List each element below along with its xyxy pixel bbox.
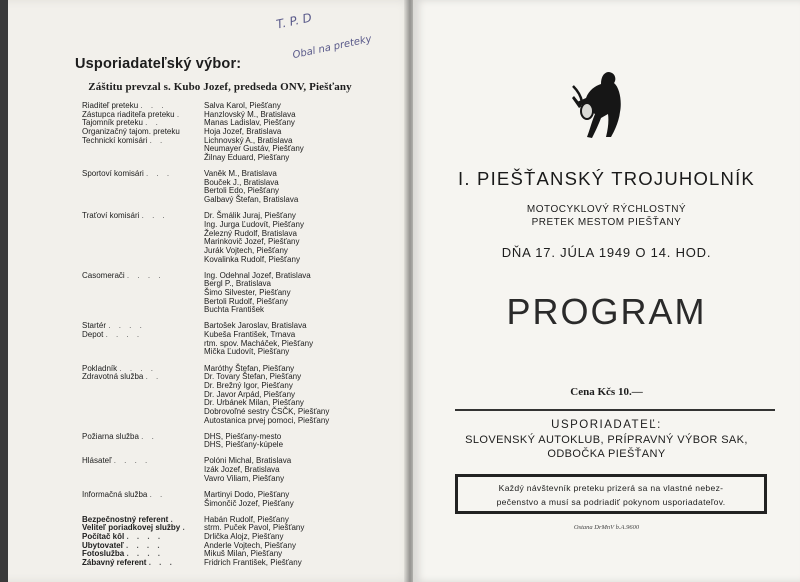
committee-title: Usporiadateľský výbor: [75,56,242,72]
handwritten-note-2: Obal na preteky [291,33,373,62]
safety-notice-box [455,474,767,514]
role-name: Galbavý Štefan, Bratislava [204,195,299,205]
program-heading: PROGRAM [506,291,707,332]
role-label: Športoví komisári [82,170,144,179]
role-name: Izák Jozef, Bratislava [204,465,280,475]
role-name: Salva Karol, Piešťany [204,101,281,110]
role-name: Habán Rudolf, Piešťany [204,514,289,524]
organizer-line1: SLOVENSKÝ AUTOKLUB, PRÍPRAVNÝ VÝBOR SAK, [465,434,748,446]
notice-line1: Každý návštevník preteku prizerá sa na vlastné nebez- [498,483,724,493]
role-label: Organizačný tajom. preteku [82,127,180,136]
organizer-label: USPORIADATEĽ: [551,419,662,431]
right-page [413,0,800,582]
divider [455,409,775,411]
notice-line2: pečenstvo a musí sa podriadiť pokynom usporiadateľov. [496,497,726,507]
role-label: Tajomník preteku [82,119,143,128]
role-name: Neumayer Gustáv, Piešťany [204,144,304,154]
role-name: DHS, Piešťany-kúpele [204,440,284,450]
leader-dots: . . . . [108,322,145,331]
organizer-line2: ODBOČKA PIEŠŤANY [547,448,666,460]
role-name: Dr. Tovary Štefan, Piešťany [204,372,302,382]
leader-dots: . . . . [126,533,164,542]
role-label: Riaditeľ preteku [82,102,139,110]
role-label: Ubytovateľ [82,541,124,550]
leader-dots: . [170,515,176,524]
role-name: Ing. Odehnal Jozef, Bratislava [204,270,311,280]
role-label: Technickí komisári [82,136,148,145]
role-name: Manas Ladislav, Piešťany [204,118,295,128]
role-name: Kubeša František, Trnava [204,330,296,340]
role-name: Bartošek Jaroslav, Bratislava [204,321,307,331]
leader-dots: . . [149,490,166,499]
role-label: Hlásateľ [82,457,112,466]
role-name: Bouček J., Bratislava [204,177,279,187]
leader-dots: . . . . [126,271,164,280]
role-name: Ing. Jurga Ľudovít, Piešťany [204,219,304,229]
role-name: Šimončič Jozef, Piešťany [204,498,294,508]
price-label: Cena Kčs 10.— [570,386,643,398]
leader-dots: . . [149,136,166,145]
role-name: Marinkovič Jozef, Piešťany [204,237,300,247]
role-row-continued [82,348,402,357]
leader-dots: . . [145,373,162,382]
role-row-continued [82,154,402,163]
motorcyclist-logo-icon [568,68,628,143]
role-name: Hanzlovský M., Bratislava [204,109,296,119]
role-name: Dr. Javor Arpád, Piešťany [204,389,296,399]
page-edge-shadow [0,0,8,582]
role-name: Autostanica prvej pomoci, Piešťany [204,415,330,425]
role-name: Vaněk M., Bratislava [204,169,277,179]
role-name: Žilnay Eduard, Piešťany [204,152,290,162]
organizer-name [413,433,800,461]
role-row-continued [82,196,402,205]
leader-dots: . . . . [105,331,143,340]
role-name: Vavro Viliam, Piešťany [204,473,285,483]
role-name: DHS, Piešťany-mesto [204,431,282,441]
role-name: Mička Ľudovít, Piešťany [204,347,290,357]
leader-dots: . . . [140,102,167,110]
role-row-continued [82,475,402,484]
role-label: Veliteľ poriadkovej služby [82,524,181,533]
role-name: Dr. Šmálik Juraj, Piešťany [204,211,296,221]
role-label: Pokladník [82,364,118,373]
leader-dots: . . . . [113,457,151,466]
role-name: Bertoli Edo, Piešťany [204,186,280,196]
role-name: Maróthy Štefan, Piešťany [204,363,295,373]
handwritten-note: T. P. D [274,10,314,32]
leader-dots: . . [141,432,157,441]
role-name: Šimo Silvester, Piešťany [204,287,291,297]
role-name: Buchta František [204,305,265,315]
printer-imprint: Ostana DrMnV b.A.9600 [573,524,640,531]
leader-dots: . . . [141,212,168,221]
role-name: Fridrich František, Piešťany [204,558,302,568]
role-name: Lichnovský A., Bratislava [204,135,293,145]
role-name: Železný Rudolf, Bratislava [204,228,297,238]
role-name: strm. Puček Pavol, Piešťany [204,523,305,533]
role-row-continued [82,441,402,450]
leader-dots: . . . . [119,364,156,373]
role-row-continued [82,417,402,426]
role-row-continued [82,256,402,265]
role-label: Zdravotná služba [82,373,144,382]
role-name: Bertoli Rudolf, Piešťany [204,296,288,306]
role-label: Časomerači [82,271,125,280]
role-name: Hoja Jozef, Bratislava [204,126,282,136]
role-name: Dr. Brežný Igor, Piešťany [204,380,293,390]
leader-dots: . [182,524,188,533]
leader-dots: . . . . [126,541,163,550]
role-label: Zástupca riaditeľa preteku [82,110,175,119]
role-label: Požiarna služba [82,432,139,441]
role-row-continued [82,306,402,315]
role-label: Štartér [82,322,107,331]
role-name: rtm. spov. Macháček, Piešťany [204,338,314,348]
role-label: Počítač kôl [82,533,125,542]
role-label: Bezpečnostný referent [82,515,169,524]
role-name: Mikuš Milan, Piešťany [204,549,283,559]
role-name: Martinyi Dodo, Piešťany [204,489,290,499]
leader-dots: . [176,110,183,119]
role-label: Depot [82,331,104,340]
event-subtitle-line1: MOTOCYKLOVÝ RÝCHLOSTNÝ [526,204,687,215]
role-name: Jurák Vojtech, Piešťany [204,245,288,255]
role-name: Bergl P., Bratislava [204,279,271,289]
event-date: DŇA 17. JÚLA 1949 O 14. HOD. [501,245,712,260]
role-label: Informačná služba [82,490,148,499]
role-name: Anderle Vojtech, Piešťany [204,540,296,550]
leader-dots: . . . [148,559,175,568]
role-label: Traťoví komisári [82,212,140,221]
event-title: I. PIEŠŤANSKÝ TROJUHOLNÍK [458,168,755,189]
role-name: Dr. Urbánek Milan, Piešťany [204,398,304,408]
roles-list [82,102,402,568]
role-label: Zábavný referent [82,559,147,568]
committee-patron: Záštitu prevzal s. Kubo Jozef, predseda ONV, Piešťany [88,81,352,93]
role-name: Kovalinka Rudolf, Piešťany [204,254,300,264]
role-row-continued [82,500,402,509]
leader-dots: . . . . [126,550,164,559]
leader-dots: . . [145,119,161,128]
leader-dots: . . . [146,170,173,179]
role-row [82,559,402,568]
role-name: Polóni Michal, Bratislava [204,456,292,466]
event-subtitle-line2: PRETEK MESTOM PIEŠŤANY [531,217,682,228]
role-name: Dobrovoľné sestry ČSČK, Piešťany [204,406,330,416]
role-label: Fotoslužba [82,550,125,559]
role-name: Drlička Alojz, Piešťany [204,532,284,542]
